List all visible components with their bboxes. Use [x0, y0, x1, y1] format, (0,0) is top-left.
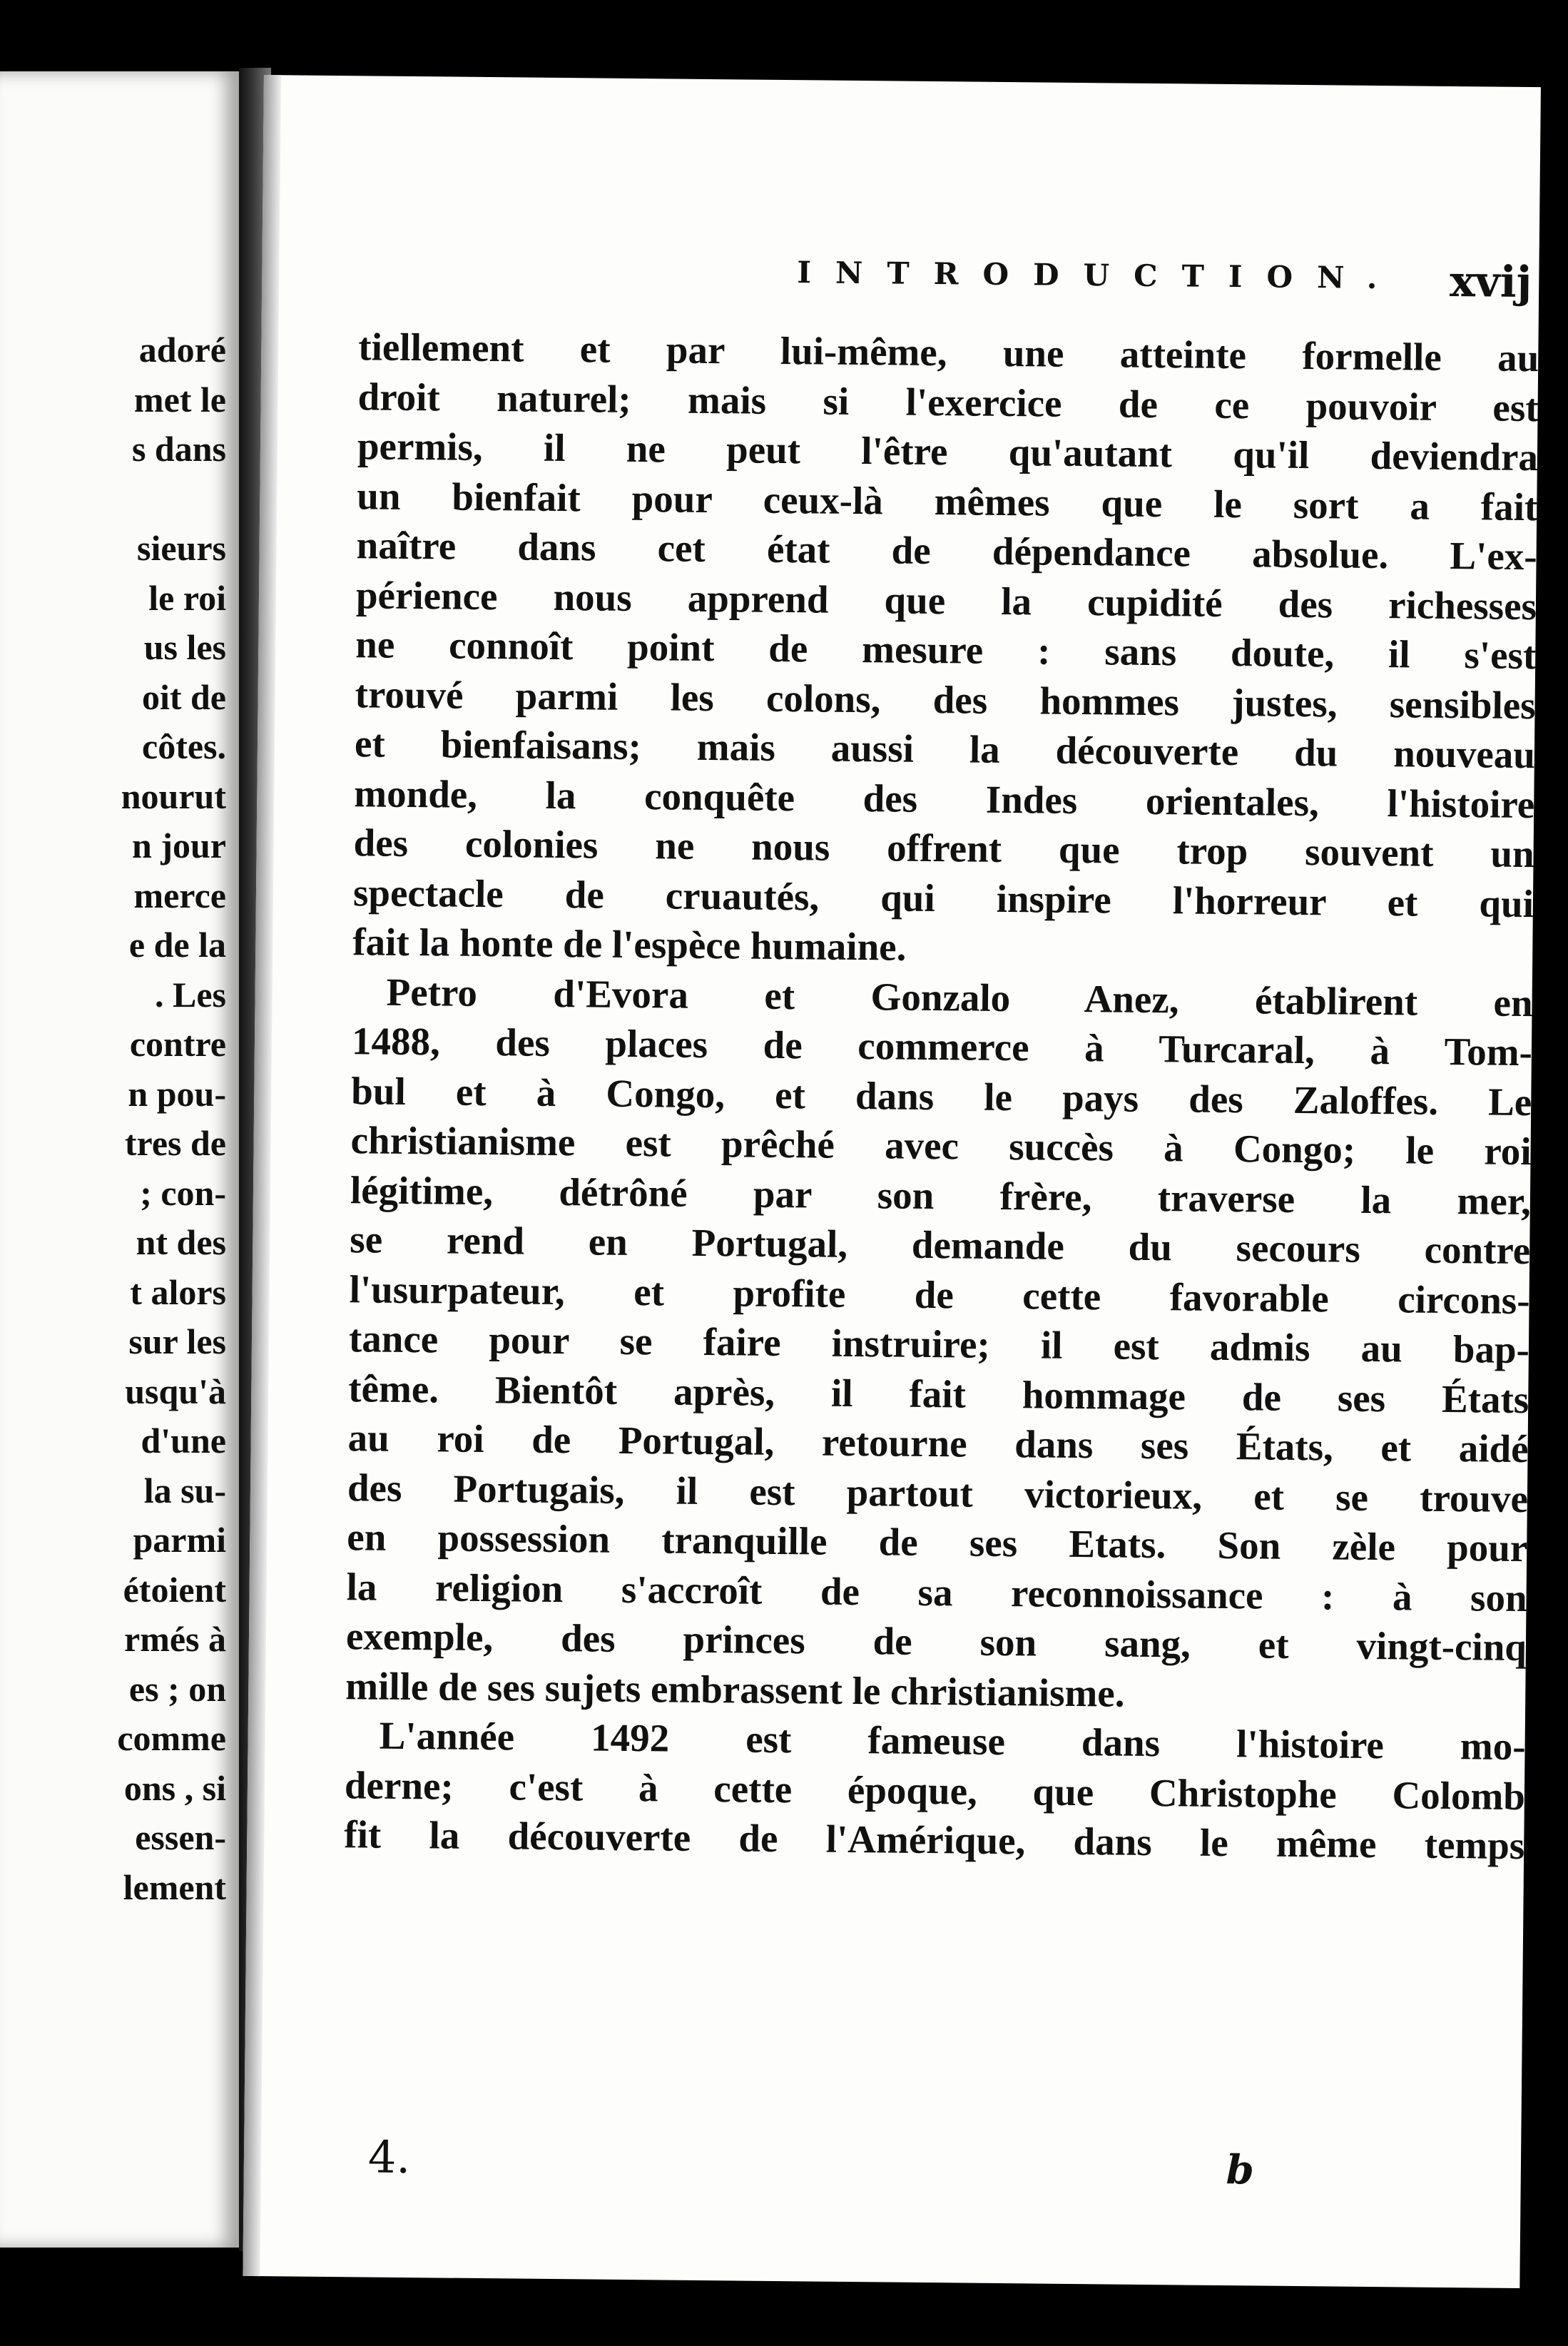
left-line	[12, 474, 226, 524]
text-line: Petro d'Evora et Gonzalo Anez, établirent en	[386, 970, 1533, 1025]
left-line: sieurs	[137, 528, 226, 568]
left-line: usqu'à	[125, 1371, 226, 1411]
left-line: nt des	[136, 1222, 226, 1262]
running-head: INTRODUCTION.	[797, 255, 1402, 296]
left-line: ons , si	[123, 1767, 226, 1808]
text-line: naître dans cet état de dépendance absolue. L'ex-	[356, 523, 1537, 579]
left-line: essen-	[135, 1817, 226, 1857]
text-line: mille de ses sujets embrassent le christianisme.	[345, 1663, 1125, 1715]
left-line: lement	[123, 1867, 226, 1907]
left-line: sur les	[128, 1321, 226, 1361]
left-line: étoient	[123, 1569, 226, 1610]
text-line: des colonies ne nous offrent que trop souvent un	[353, 821, 1534, 876]
text-line: l'usurpateur, et profite de cette favorable circons-	[349, 1266, 1530, 1322]
left-line: parmi	[133, 1520, 226, 1560]
text-line: et bienfaisans; mais aussi la découverte du nouveau	[354, 721, 1536, 777]
left-line: comme	[117, 1718, 226, 1758]
text-line: au roi de Portugal, retourne dans ses États, et aidé	[347, 1416, 1529, 1471]
left-line: s dans	[131, 429, 226, 469]
sheet-letter: b	[1226, 2146, 1255, 2194]
text-line: en possession tranquille de ses Etats. Son zèle pour	[347, 1515, 1528, 1570]
left-line: contre	[129, 1024, 226, 1064]
text-line: la religion s'accroît de sa reconnoissance : à son	[346, 1564, 1527, 1620]
text-line: périence nous apprend que la cupidité des richesses	[355, 572, 1537, 628]
right-page	[243, 75, 1541, 2288]
text-line: spectacle de cruautés, qui inspire l'horreur et qui	[352, 870, 1534, 925]
left-line: us les	[143, 627, 226, 667]
text-line: des Portugais, il est partout victorieux, et se trouve	[347, 1465, 1529, 1520]
text-line: 1488, des places de commerce à Turcaral, à Tom-	[351, 1019, 1533, 1075]
left-line: t alors	[130, 1271, 226, 1312]
left-line: n pou-	[128, 1073, 226, 1114]
left-line: tres de	[124, 1123, 226, 1163]
text-line: fait la honte de l'espèce humaine.	[352, 920, 907, 969]
left-line: . Les	[155, 974, 226, 1015]
text-line: bul et à Congo, et dans le pays des Zaloffes. Le	[351, 1068, 1532, 1124]
left-line: rmés à	[124, 1619, 226, 1659]
left-line: merce	[133, 875, 226, 915]
left-line: met le	[133, 379, 226, 420]
left-page-fragment	[0, 71, 239, 2248]
page-number: xvij	[1449, 256, 1532, 308]
text-line: droit naturel; mais si l'exercice de ce pouvoir est	[357, 374, 1539, 430]
text-line: trouvé parmi les colons, des hommes justes, sensibles	[355, 671, 1536, 727]
signature-mark: 4.	[367, 2131, 411, 2184]
text-line: tiellement et par lui-même, une atteinte formelle au	[358, 325, 1539, 380]
left-line: es ; on	[128, 1668, 226, 1709]
left-line: nourut	[121, 776, 226, 816]
left-line: e de la	[128, 925, 226, 965]
text-line: permis, il ne peut l'être qu'autant qu'il deviendra	[357, 424, 1539, 479]
text-line: tance pour se faire instruire; il est admis au bap-	[348, 1316, 1530, 1372]
left-line: adoré	[138, 330, 226, 370]
text-line: fit la découverte de l'Amérique, dans le même temps	[344, 1812, 1525, 1868]
left-line: côtes.	[142, 726, 226, 766]
text-line: derne; c'est à cette époque, que Christophe Colomb	[344, 1762, 1526, 1818]
body-text	[344, 322, 1539, 1870]
text-line: tême. Bientôt après, il fait hommage de ses États	[348, 1366, 1529, 1421]
text-line: exemple, des princes de son sang, et vingt-cinq	[345, 1614, 1527, 1670]
text-line: christianisme est prêché avec succès à Congo; le roi	[350, 1118, 1532, 1174]
left-page-text	[12, 325, 226, 1912]
text-line: ne connoît point de mesure : sans doute, il s'est	[355, 622, 1537, 678]
left-line: oit de	[141, 676, 226, 717]
left-line: le roi	[148, 577, 226, 618]
left-line: d'une	[141, 1421, 226, 1461]
text-line: L'année 1492 est fameuse dans l'histoire mo-	[379, 1713, 1526, 1769]
text-line: monde, la conquête des Indes orientales, l'histoire	[354, 771, 1535, 826]
page-header	[540, 253, 1532, 319]
text-line: légitime, détrôné par son frère, traverse la mer,	[350, 1167, 1532, 1223]
text-line: se rend en Portugal, demande du secours contre	[350, 1217, 1531, 1273]
left-line: n jour	[132, 826, 226, 865]
page-footer	[340, 2131, 1254, 2203]
left-line: ; con-	[140, 1172, 226, 1213]
text-line: un bienfait pour ceux-là mêmes que le sort a fait	[357, 473, 1538, 529]
left-line: la su-	[143, 1470, 226, 1510]
